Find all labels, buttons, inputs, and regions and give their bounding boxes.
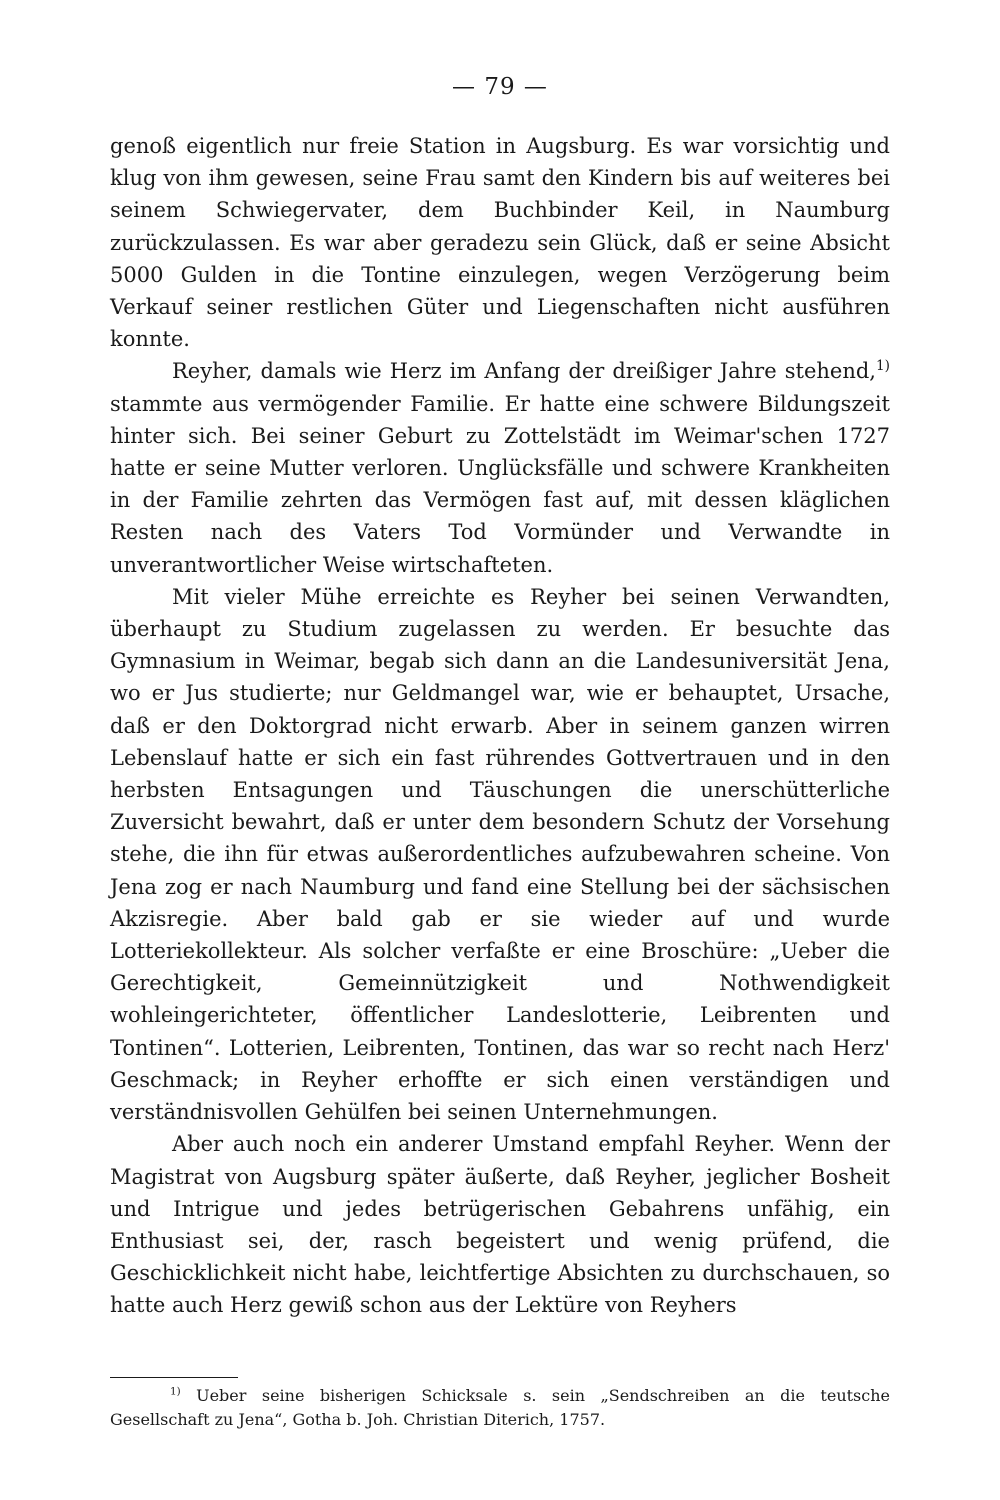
paragraph-1: genoß eigentlich nur freie Station in Augsburg. Es war vorsichtig und klug von ihm gewesen, seine Frau samt den Kindern bis auf weiteres bei seinem Schwiegervater, dem Buchbinder Keil, in Naumburg zurückzulassen. Es war aber geradezu sein Glück, daß er seine Absicht 5000 Gulden in die Tontine einzulegen, wegen Verzögerung beim Verkauf seiner restlichen Güter und Liegenschaften nicht ausführen konnte. (110, 134, 890, 352)
book-page (110, 0, 890, 1500)
paragraph-2-part-2: stammte aus vermögender Familie. Er hatte eine schwere Bildungszeit hinter sich. Bei seiner Geburt zu Zottelstädt im Weimar'schen 1727 hatte er seine Mutter verloren. Unglücksfälle und schwere Krankheiten in der Familie zehrten das Vermögen fast auf, mit dessen kläglichen Resten nach des Vaters Tod Vormünder und Verwandte in unverantwortlicher Weise wirtschafteten. (110, 391, 890, 577)
paragraph-2 (110, 355, 890, 580)
page-number: — 79 — (452, 74, 548, 100)
footnote-text: Ueber seine bisherigen Schicksale s. sein „Sendschreiben an die teutsche Gesellschaft zu Jena“, Gotha b. Joh. Christian Diterich, 1757. (110, 1386, 890, 1429)
footnote-marker: 1) (170, 1385, 181, 1398)
footnote-reference: 1) (875, 358, 890, 375)
footnote (110, 1384, 890, 1432)
paragraph-4: Aber auch noch ein anderer Umstand empfahl Reyher. Wenn der Magistrat von Augsburg später äußerte, daß Reyher, jeglicher Bosheit und Intrigue und jedes betrügerischen Gebahrens unfähig, ein Enthusiast sei, der, rasch begeistert und wenig prüfend, die Geschicklichkeit nicht habe, leichtfertige Absichten zu durchschauen, so hatte auch Herz gewiß schon aus der Lektüre von Reyhers (110, 1132, 890, 1318)
paragraph-2-part-1: Reyher, damals wie Herz im Anfang der dreißiger Jahre stehend, (172, 359, 876, 384)
paragraph-3: Mit vieler Mühe erreichte es Reyher bei seinen Verwandten, überhaupt zu Studium zugelassen zu werden. Er besuchte das Gymnasium in Weimar, begab sich dann an die Landesuniversität Jena, wo er Jus studierte; nur Geldmangel war, wie er behauptet, Ursache, daß er den Doktorgrad nicht erwarb. Aber in seinem ganzen wirren Lebenslauf hatte er sich ein fast rührendes Gottvertrauen und in den herbsten Entsagungen und Täuschungen die unerschütterliche Zuversicht bewahrt, daß er unter dem besondern Schutz der Vorsehung stehe, die ihn für etwas außerordentliches aufzubewahren scheine. Von Jena zog er nach Naumburg und fand eine Stellung bei der sächsischen Akzisregie. Aber bald gab er sie wieder auf und wurde Lotteriekollekteur. Als solcher verfaßte er eine Broschüre: „Ueber die Gerechtigkeit, Gemeinnützigkeit und Nothwendigkeit wohleingerichteter, öffentlicher Landeslotterie, Leibrenten und Tontinen“. Lotterien, Leibrenten, Tontinen, das war so recht nach Herz' Geschmack; in Reyher erhoffte er sich einen verständigen und verständnisvollen Gehülfen bei seinen Unternehmungen. (110, 584, 890, 1125)
body-text (110, 130, 890, 1322)
footnote-divider (110, 1377, 238, 1378)
